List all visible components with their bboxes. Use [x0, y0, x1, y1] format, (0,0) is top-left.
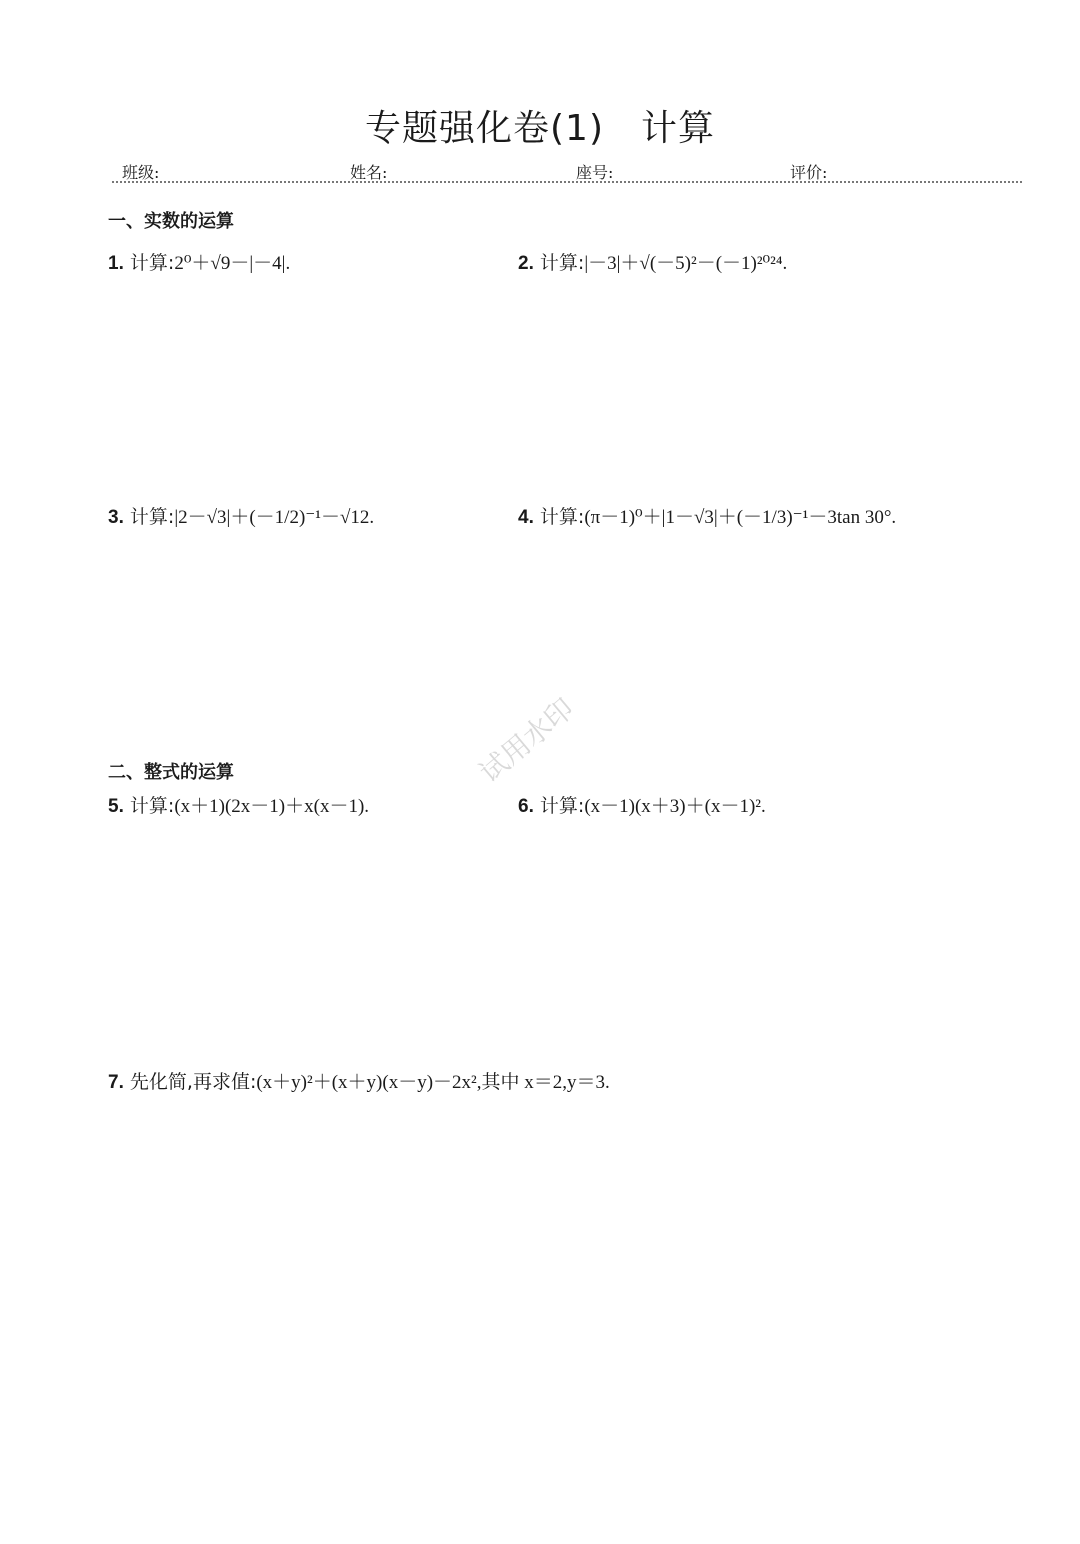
problem-number: 4.	[518, 507, 534, 528]
problem-label: 计算:	[129, 252, 175, 274]
problem-expression: (x－1)(x＋3)＋(x－1)².	[584, 796, 766, 817]
problem-expression: (π－1)⁰＋|1－√3|＋(－1/3)⁻¹－3tan 30°.	[584, 507, 897, 528]
problem-expression: 2⁰＋√9－|－4|.	[174, 253, 291, 274]
name-field-label: 姓名:	[350, 163, 388, 182]
problem-label: 计算:	[539, 506, 585, 528]
header-dotted-divider	[112, 181, 1022, 183]
problem-number: 3.	[108, 507, 124, 528]
problem-number: 2.	[518, 253, 534, 274]
problem-expression: (x＋1)(2x－1)＋x(x－1).	[174, 796, 370, 817]
problem-6	[518, 791, 766, 818]
problem-number: 6.	[518, 796, 534, 817]
problem-label: 计算:	[129, 795, 175, 817]
grade-field-label: 评价:	[790, 163, 828, 182]
problem-expression: (x＋y)²＋(x＋y)(x－y)－2x²,其中 x＝2,y＝3.	[256, 1072, 610, 1093]
problem-2	[518, 248, 787, 275]
problem-5	[108, 791, 369, 818]
page-title: 专题强化卷(1) 计算	[365, 108, 715, 149]
problem-number: 1.	[108, 253, 124, 274]
problem-4	[518, 502, 896, 529]
class-field-label: 班级:	[122, 163, 160, 182]
problem-expression: |－3|＋√(－5)²－(－1)²⁰²⁴.	[584, 253, 788, 274]
seat-field-label: 座号:	[576, 163, 614, 182]
problem-1	[108, 248, 290, 275]
problem-number: 5.	[108, 796, 124, 817]
problem-expression: |2－√3|＋(－1/2)⁻¹－√12.	[174, 507, 375, 528]
problem-label: 先化简,再求值:	[129, 1071, 257, 1093]
problem-3	[108, 502, 374, 529]
problem-7	[108, 1067, 610, 1094]
watermark: 试用水印	[473, 691, 581, 790]
problem-number: 7.	[108, 1072, 124, 1093]
problem-label: 计算:	[539, 795, 585, 817]
problem-label: 计算:	[129, 506, 175, 528]
section-heading-real-numbers: 一、实数的运算	[108, 211, 234, 232]
section-heading-polynomials: 二、整式的运算	[108, 762, 234, 783]
problem-label: 计算:	[539, 252, 585, 274]
